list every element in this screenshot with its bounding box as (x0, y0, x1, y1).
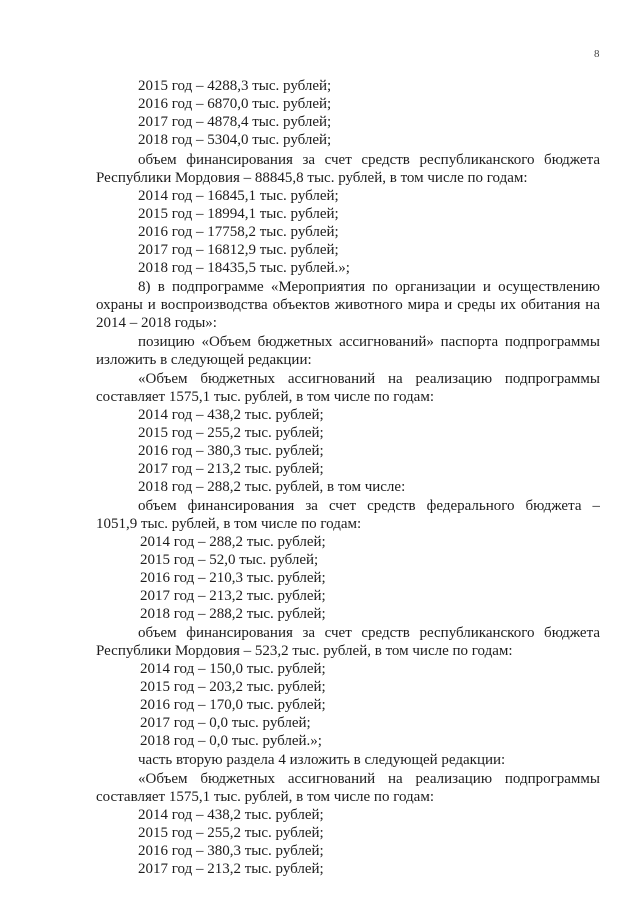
text-line: 2018 год – 18435,5 тыс. рублей.»; (138, 260, 350, 276)
text-line: 2016 год – 380,3 тыс. рублей; (138, 443, 324, 459)
text-line: составляет 1575,1 тыс. рублей, в том числе по годам: (96, 389, 434, 405)
text-line: 2017 год – 213,2 тыс. рублей; (138, 461, 324, 477)
text-line: Республики Мордовия – 523,2 тыс. рублей, в том числе по годам: (96, 643, 513, 659)
text-line: 2018 год – 5304,0 тыс. рублей; (138, 132, 332, 148)
text-line: 2016 год – 6870,0 тыс. рублей; (138, 96, 332, 112)
text-line: Республики Мордовия – 88845,8 тыс. рублей, в том числе по годам: (96, 170, 528, 186)
text-line: объем финансирования за счет средств республиканского бюджета (138, 152, 600, 168)
page-number: 8 (594, 48, 600, 60)
text-line: 2018 год – 0,0 тыс. рублей.»; (140, 733, 322, 749)
text-line: 2015 год – 203,2 тыс. рублей; (140, 679, 326, 695)
text-line: 2015 год – 18994,1 тыс. рублей; (138, 206, 339, 222)
text-line: 1051,9 тыс. рублей, в том числе по годам: (96, 516, 362, 532)
text-line: 2015 год – 52,0 тыс. рублей; (140, 552, 319, 568)
text-line: изложить в следующей редакции: (96, 352, 312, 368)
text-line: 2014 год – 16845,1 тыс. рублей; (138, 188, 339, 204)
text-line: 2016 год – 17758,2 тыс. рублей; (138, 224, 339, 240)
text-line: 2015 год – 255,2 тыс. рублей; (138, 825, 324, 841)
text-line: «Объем бюджетных ассигнований на реализацию подпрограммы (138, 371, 600, 387)
text-line: 8) в подпрограмме «Мероприятия по организации и осуществлению (138, 279, 600, 295)
text-line: 2017 год – 213,2 тыс. рублей; (140, 588, 326, 604)
text-line: 2018 год – 288,2 тыс. рублей; (140, 606, 326, 622)
text-line: 2014 год – 150,0 тыс. рублей; (140, 661, 326, 677)
text-line: позицию «Объем бюджетных ассигнований» паспорта подпрограммы (138, 334, 600, 350)
text-line: 2017 год – 0,0 тыс. рублей; (140, 715, 311, 731)
text-line: 2017 год – 16812,9 тыс. рублей; (138, 242, 339, 258)
text-line: 2017 год – 213,2 тыс. рублей; (138, 861, 324, 877)
text-line: 2015 год – 4288,3 тыс. рублей; (138, 78, 332, 94)
text-line: 2014 год – 438,2 тыс. рублей; (138, 807, 324, 823)
text-line: «Объем бюджетных ассигнований на реализацию подпрограммы (138, 771, 600, 787)
text-line: составляет 1575,1 тыс. рублей, в том числе по годам: (96, 789, 434, 805)
text-line: 2016 год – 380,3 тыс. рублей; (138, 843, 324, 859)
text-line: охраны и воспроизводства объектов животного мира и среды их обитания на (96, 297, 600, 313)
text-line: объем финансирования за счет средств федерального бюджета – (138, 498, 600, 514)
text-line: 2015 год – 255,2 тыс. рублей; (138, 425, 324, 441)
text-line: 2016 год – 170,0 тыс. рублей; (140, 697, 326, 713)
text-line: 2017 год – 4878,4 тыс. рублей; (138, 114, 332, 130)
text-line: часть вторую раздела 4 изложить в следующей редакции: (138, 752, 506, 768)
text-line: 2014 – 2018 годы»: (96, 315, 217, 331)
text-line: 2014 год – 288,2 тыс. рублей; (140, 534, 326, 550)
text-line: 2016 год – 210,3 тыс. рублей; (140, 570, 326, 586)
text-line: объем финансирования за счет средств республиканского бюджета (138, 625, 600, 641)
text-line: 2014 год – 438,2 тыс. рублей; (138, 407, 324, 423)
text-line: 2018 год – 288,2 тыс. рублей, в том числе: (138, 479, 406, 495)
